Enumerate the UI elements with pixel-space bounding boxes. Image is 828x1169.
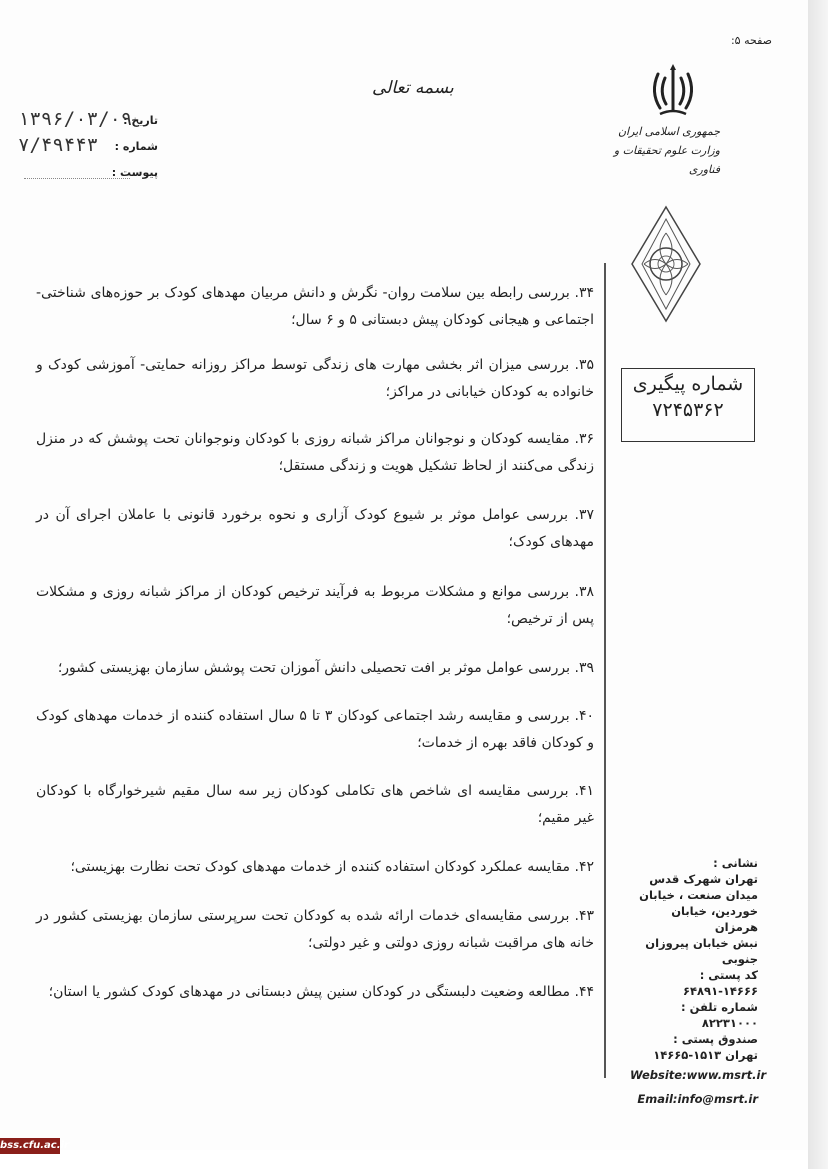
scan-edge	[808, 0, 828, 1169]
list-item: ۳۹. بررسی عوامل موثر بر افت تحصیلی دانش آموزان تحت پوشش سازمان بهزیستی کشور؛	[57, 660, 594, 676]
date-value: ۱۳۹۶/۰۳/۰۹	[18, 108, 133, 130]
tracking-label: شماره پیگیری	[632, 373, 744, 395]
postal-code: کد پستی : ۱۴۶۶۶-۶۴۸۹۱	[683, 968, 758, 998]
page-number: صفحه ۵:	[730, 34, 772, 47]
po-box: تهران ۱۵۱۳-۱۴۶۶۵	[653, 1048, 758, 1062]
tracking-box	[621, 368, 755, 442]
list-item: ۴۳. بررسی مقایسه‌ای خدمات ارائه شده به کودکان تحت سرپرستی سازمان بهزیستی کشور در خانه های مراقبت شبانه روزی دولتی و غیر دولتی؛	[36, 908, 594, 951]
arabesque-ornament-icon	[630, 205, 702, 323]
list-item: ۳۴. بررسی رابطه بین سلامت روان- نگرش و دانش مربیان مهدهای کودک بر حوزه‌های شناختی- اجتماعی و هیجانی کودکان پیش دبستانی ۵ و ۶ سال؛	[36, 285, 594, 328]
margin-divider	[604, 263, 606, 1078]
list-item: ۴۱. بررسی مقایسه ای شاخص های تکاملی کودکان زیر سه سال مقیم شیرخوارگاه با کودکان غیر مقیم؛	[36, 783, 594, 826]
list-item: ۳۶. مقایسه کودکان و نوجوانان مراکز شبانه روزی با کودکان ونوجوانان تحت پوشش که در منزل زندگی می‌کنند از لحاظ تشکیل هویت و زندگی مستقل؛	[36, 431, 594, 474]
address-line: نشانی :	[713, 856, 758, 870]
basmala: بسمه تعالی	[372, 78, 454, 98]
address-line: میدان صنعت ، خیابان	[639, 888, 758, 902]
address-line: نبش خیابان پیروزان جنوبی	[645, 936, 758, 966]
date-label: تاریخ :	[123, 114, 158, 127]
list-item: ۳۵. بررسی میزان اثر بخشی مهارت های زندگی توسط مراکز روزانه حمایتی- آموزشی کودک و خانواده به کودکان خیابانی در مراکز؛	[36, 357, 594, 400]
letter-meta	[16, 108, 176, 186]
government-line: جمهوری اسلامی ایران	[617, 125, 720, 138]
address-block	[630, 855, 767, 1107]
number-label: شماره :	[114, 140, 158, 153]
attachment-blank	[24, 178, 130, 179]
source-watermark: bss.cfu.ac.ir	[0, 1138, 60, 1154]
list-item: ۴۴. مطالعه وضعیت دلبستگی در کودکان سنین پیش دبستانی در مهدهای کودک کشور یا استان؛	[48, 984, 594, 1000]
website: Website:www.msrt.ir	[630, 1068, 767, 1082]
address-line: تهران شهرک قدس	[649, 872, 758, 886]
attachment-label: پیوست :	[111, 166, 158, 179]
attachment-row	[16, 160, 176, 186]
date-row	[16, 108, 176, 134]
ministry-name	[580, 122, 720, 179]
list-item: ۴۲. مقایسه عملکرد کودکان استفاده کننده از خدمات مهدهای کودک تحت نظارت بهزیستی؛	[70, 859, 594, 875]
po-box-label: صندوق پستی :	[673, 1032, 758, 1046]
address-line: خوردین، خیابان هرمزان	[671, 904, 758, 934]
iran-emblem-icon	[648, 64, 698, 120]
research-topics-list	[36, 280, 594, 1006]
ministry-line: وزارت علوم تحقیقات و فناوری	[613, 144, 720, 176]
tracking-number: ۷۲۴۵۳۶۲	[652, 399, 724, 421]
phone-number: شماره تلفن : ۸۲۲۳۱۰۰۰	[681, 1000, 758, 1030]
number-row	[16, 134, 176, 160]
number-value: ۷/۴۹۴۴۳	[18, 134, 99, 156]
email: Email:info@msrt.ir	[637, 1092, 758, 1106]
list-item: ۴۰. بررسی و مقایسه رشد اجتماعی کودکان ۳ تا ۵ سال استفاده کننده از خدمات مهدهای کودک و کودکان فاقد بهره از خدمات؛	[36, 708, 595, 751]
list-item: ۳۷. بررسی عوامل موثر بر شیوع کودک آزاری و نحوه برخورد قانونی با عاملان اجرای آن در مهدهای کودک؛	[36, 507, 594, 550]
list-item: ۳۸. بررسی موانع و مشکلات مربوط به فرآیند ترخیص کودکان از مراکز شبانه روزی و مشکلات پس از ترخیص؛	[36, 584, 594, 627]
